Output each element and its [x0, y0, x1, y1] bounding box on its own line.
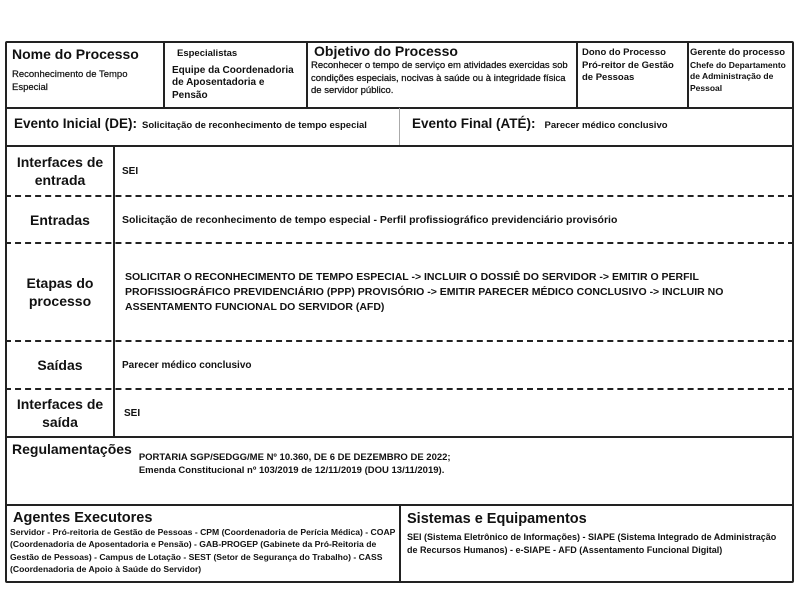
- cell-objetivo: [311, 43, 575, 98]
- row-label-etapas: Etapas do processo: [26, 275, 94, 309]
- row-label-interfaces-entrada: Interfaces de entrada: [16, 154, 104, 188]
- evento-final-value: Parecer médico conclusivo: [544, 120, 668, 131]
- evento-final: [412, 116, 792, 133]
- divider: [687, 41, 689, 108]
- evento-final-label: Evento Final (ATÉ):: [412, 116, 536, 131]
- gerente-value: Chefe do Departamento de Administração de Pessoal: [690, 59, 786, 93]
- cell-nome-processo: [12, 46, 160, 94]
- cell-especialistas: [172, 48, 302, 102]
- divider: [113, 146, 115, 437]
- divider: [399, 108, 400, 146]
- dono-value: Pró-reitor de Gestão de Pessoas: [582, 59, 674, 83]
- cell-dono: [582, 47, 684, 85]
- evento-inicial-label: Evento Inicial (DE):: [14, 116, 138, 131]
- agentes-title: Agentes Executores: [13, 510, 153, 526]
- objetivo-value: Reconhecer o tempo de serviço em atividades exercidas sob condições especiais, nocivas à saúde ou à integridade física de servidor público.: [311, 60, 568, 96]
- nome-processo-title: Nome do Processo: [12, 46, 139, 62]
- row-value-saidas: Parecer médico conclusivo: [122, 359, 252, 371]
- divider: [576, 41, 578, 108]
- objetivo-title: Objetivo do Processo: [314, 43, 458, 59]
- sistemas-value: SEI (Sistema Eletrônico de Informações) - SIAPE (Sistema Integrado de Administração de Recursos Humanos) - e-SIAPE - AFD (Assentamento Funcional Digital): [407, 532, 777, 555]
- agentes-section: [10, 510, 398, 575]
- row-value-interfaces-saida: SEI: [124, 407, 141, 419]
- divider: [163, 41, 165, 108]
- row-label-saidas: Saídas: [37, 357, 83, 373]
- cell-gerente: [690, 47, 792, 94]
- regulamentacoes-title: Regulamentações: [12, 441, 132, 457]
- row-label-entradas: Entradas: [30, 211, 90, 228]
- row-value-entradas: Solicitação de reconhecimento de tempo especial - Perfil profissiográfico previdenciário provisório: [122, 213, 618, 226]
- evento-inicial-value: Solicitação de reconhecimento de tempo especial: [142, 120, 367, 131]
- regulamentacoes-section: [12, 441, 787, 477]
- row-value-interfaces-entrada: SEI: [122, 165, 139, 177]
- gerente-title: Gerente do processo: [690, 47, 786, 58]
- sistemas-title: Sistemas e Equipamentos: [407, 511, 587, 527]
- nome-processo-value: Reconhecimento de Tempo Especial: [12, 69, 128, 93]
- divider: [5, 436, 794, 438]
- agentes-value: Servidor - Pró-reitoria de Gestão de Pessoas - CPM (Coordenadoria de Perícia Médica) - COAP (Coordenadoria de Aposentadoria e Pensão) - GAB-PROGEP (Gabinete da Pró-Reitoria de Gestão de Pessoas) - Campus de Lotação - SEST (Setor de Segurança do Trabalho) - CASS (Coordenadoria de Apoio à Saúde do Servidor): [10, 527, 396, 574]
- dono-title: Dono do Processo: [582, 47, 666, 58]
- sistemas-section: [407, 510, 789, 557]
- regulamentacao-item: Emenda Constitucional nº 103/2019 de 12/11/2019 (DOU 13/11/2019).: [138, 464, 445, 476]
- row-label-interfaces-saida: Interfaces de saída: [16, 396, 104, 430]
- regulamentacao-item: PORTARIA SGP/SEDGG/ME Nº 10.360, DE 6 DE DEZEMBRO DE 2022;: [138, 452, 451, 463]
- especialistas-value: Equipe da Coordenadoria de Aposentadoria e Pensão: [172, 64, 294, 101]
- row-value-etapas: SOLICITAR O RECONHECIMENTO DE TEMPO ESPECIAL -> INCLUIR O DOSSIÊ DO SERVIDOR -> EMITIR O PERFIL PROFISSIOGRÁFICO PREVIDENCIÁRIO (PPP) PROVISÓRIO -> EMITIR PARECER MÉDICO CONCLUSIVO -> INCLUIR NO ASSENTAMENTO FUNCIONAL DO SERVIDOR (AFD): [125, 270, 724, 313]
- divider: [306, 41, 308, 108]
- evento-inicial: [14, 116, 398, 133]
- especialistas-title: Especialistas: [177, 48, 238, 59]
- divider: [399, 505, 401, 582]
